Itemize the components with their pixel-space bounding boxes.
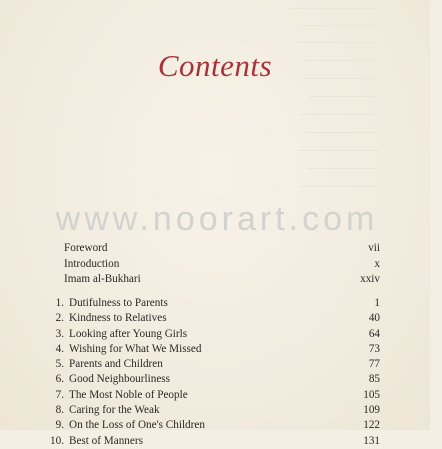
toc-entry-title: Imam al-Bukhari bbox=[64, 273, 141, 286]
chapter-entry bbox=[44, 311, 380, 326]
chapter-entry bbox=[44, 403, 380, 418]
toc-entry-page: vii bbox=[368, 242, 380, 254]
chapter-entry bbox=[44, 434, 380, 449]
toc-entry-title: Foreword bbox=[64, 242, 108, 254]
chapter-page: 85 bbox=[368, 373, 380, 386]
chapter-title: Caring for the Weak bbox=[69, 404, 160, 417]
watermark: www.noorart.com bbox=[55, 200, 379, 238]
chapter-page: 77 bbox=[368, 358, 380, 371]
chapter-entry bbox=[44, 327, 380, 342]
chapter-number: 6. bbox=[55, 373, 64, 386]
chapter-entry bbox=[44, 372, 380, 387]
chapter-entry bbox=[44, 388, 380, 403]
chapter-title: Dutifulness to Parents bbox=[69, 297, 168, 309]
chapter-number: 5. bbox=[55, 358, 64, 371]
chapter-entry bbox=[44, 418, 380, 433]
chapter-title: On the Loss of One's Children bbox=[69, 419, 205, 432]
chapter-page: 131 bbox=[363, 434, 380, 447]
chapter-title: Kindness to Relatives bbox=[69, 312, 167, 325]
chapter-title: Looking after Young Girls bbox=[69, 327, 188, 340]
toc-entry bbox=[64, 257, 380, 273]
chapter-number: 3. bbox=[55, 327, 64, 340]
chapter-entry bbox=[44, 342, 380, 357]
chapter-page: 64 bbox=[368, 327, 380, 340]
toc-entry bbox=[64, 241, 380, 257]
chapter-number: 8. bbox=[55, 404, 64, 417]
chapter-list bbox=[44, 296, 380, 449]
chapter-entry bbox=[44, 357, 380, 372]
chapter-title: Good Neighbourliness bbox=[69, 373, 170, 386]
page-title: Contents bbox=[157, 48, 273, 83]
chapter-title: Parents and Children bbox=[69, 358, 163, 371]
chapter-page: 122 bbox=[363, 419, 380, 432]
front-matter-list bbox=[64, 241, 380, 288]
chapter-number: 9. bbox=[55, 419, 64, 432]
chapter-page: 105 bbox=[363, 388, 380, 401]
chapter-number: 4. bbox=[55, 342, 64, 355]
toc-entry-title: Introduction bbox=[64, 257, 120, 270]
chapter-title: Wishing for What We Missed bbox=[69, 342, 202, 355]
chapter-title: Best of Manners bbox=[69, 434, 143, 447]
toc-entry-page: xxiv bbox=[360, 273, 380, 286]
chapter-page: 109 bbox=[363, 404, 380, 417]
chapter-page: 1 bbox=[374, 297, 380, 309]
chapter-page: 40 bbox=[368, 312, 380, 325]
chapter-title: The Most Noble of People bbox=[69, 388, 188, 401]
chapter-number: 1. bbox=[55, 297, 64, 309]
chapter-page: 73 bbox=[368, 342, 380, 355]
chapter-entry bbox=[44, 296, 380, 311]
chapter-number: 10. bbox=[50, 434, 64, 447]
toc-entry-page: x bbox=[374, 257, 380, 270]
chapter-number: 2. bbox=[55, 312, 64, 325]
chapter-number: 7. bbox=[55, 388, 64, 401]
toc-entry bbox=[64, 272, 380, 288]
